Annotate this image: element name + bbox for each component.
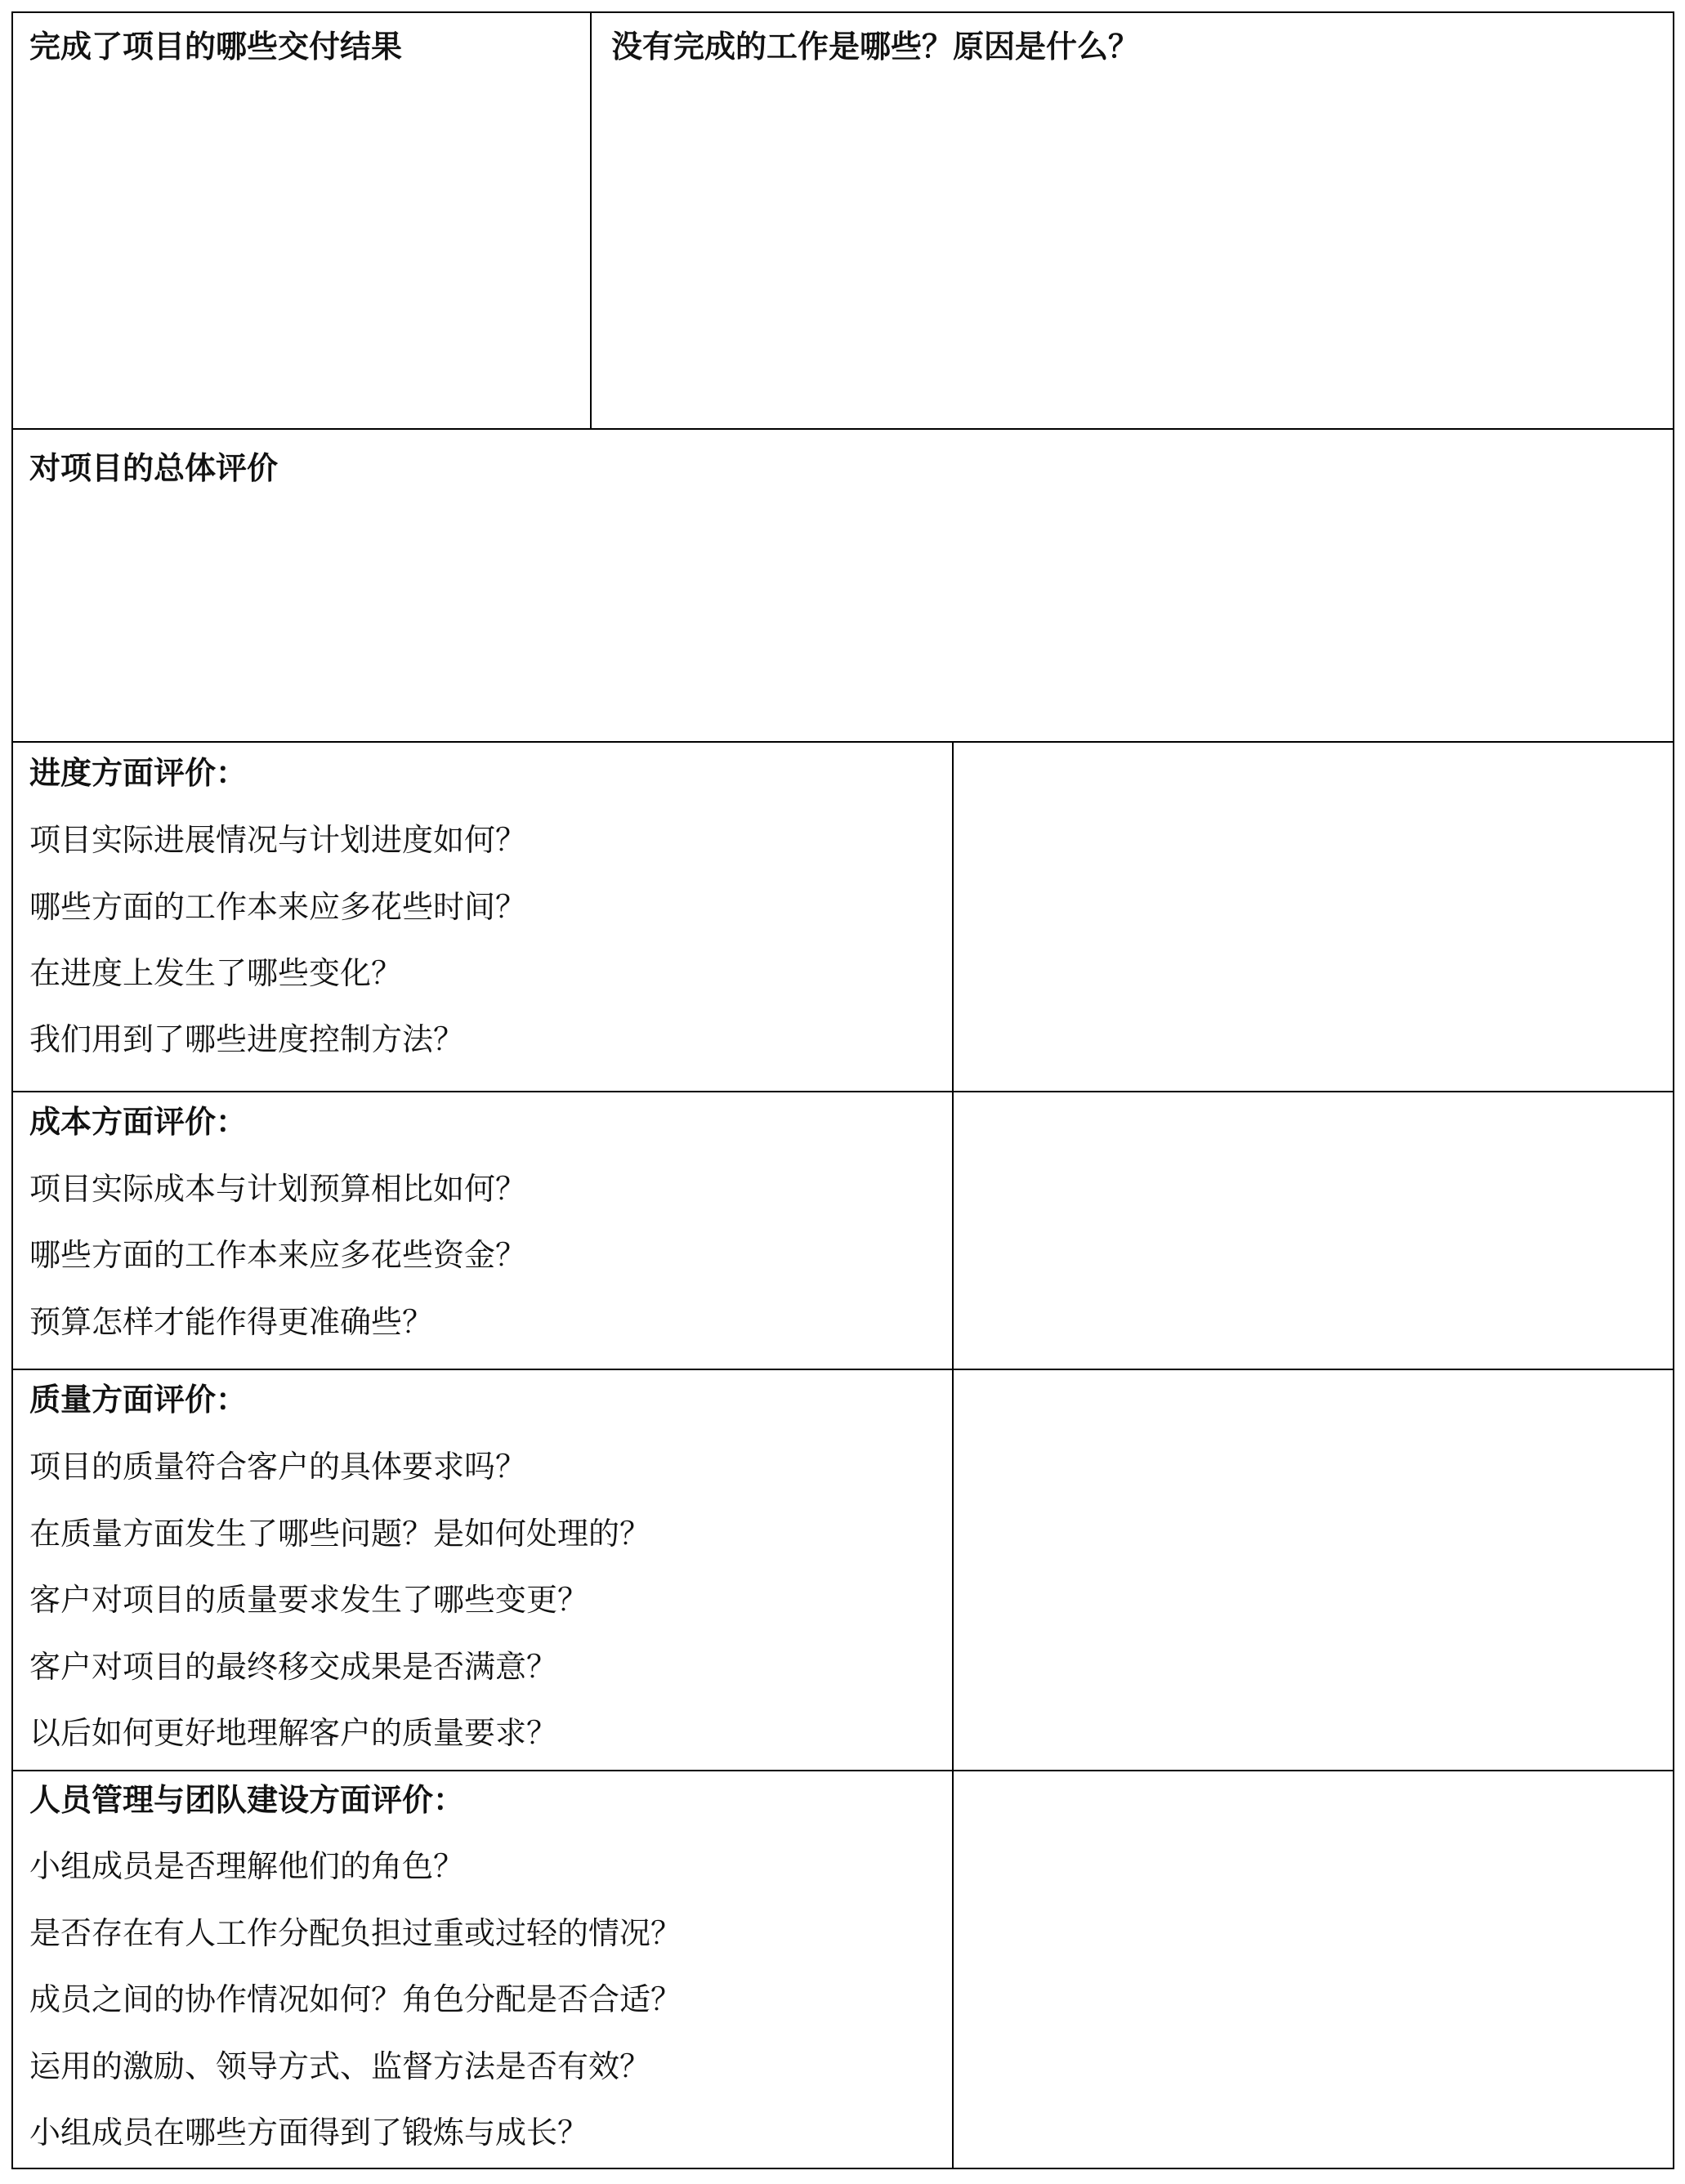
quality-heading: 质量方面评价： bbox=[29, 1382, 248, 1418]
schedule-question: 哪些方面的工作本来应多花些时间？ bbox=[29, 889, 527, 925]
cost-question: 哪些方面的工作本来应多花些资金？ bbox=[29, 1237, 527, 1273]
overall-evaluation-cell[interactable] bbox=[13, 430, 1673, 741]
team-question: 成员之间的协作情况如何？角色分配是否合适？ bbox=[29, 1981, 682, 2017]
schedule-question: 我们用到了哪些进度控制方法？ bbox=[29, 1021, 465, 1057]
quality-question: 项目的质量符合客户的具体要求吗？ bbox=[29, 1449, 527, 1485]
team-questions-cell bbox=[13, 1771, 952, 2168]
schedule-question: 项目实际进展情况与计划进度如何？ bbox=[29, 822, 527, 858]
quality-question: 以后如何更好地理解客户的质量要求？ bbox=[29, 1715, 558, 1751]
team-answer-cell[interactable] bbox=[954, 1771, 1673, 2168]
team-question: 小组成员在哪些方面得到了锻炼与成长？ bbox=[29, 2115, 589, 2151]
unfinished-work-cell[interactable] bbox=[592, 13, 1673, 428]
cost-answer-cell[interactable] bbox=[954, 1092, 1673, 1369]
cost-question: 预算怎样才能作得更准确些？ bbox=[29, 1304, 434, 1340]
team-question: 小组成员是否理解他们的角色？ bbox=[29, 1848, 465, 1884]
schedule-heading: 进度方面评价： bbox=[29, 755, 248, 791]
delivered-results-cell[interactable] bbox=[13, 13, 590, 428]
schedule-questions-cell bbox=[13, 743, 952, 1091]
quality-question: 在质量方面发生了哪些问题？是如何处理的？ bbox=[29, 1516, 651, 1552]
team-question: 运用的激励、领导方式、监督方法是否有效？ bbox=[29, 2048, 651, 2084]
cost-heading: 成本方面评价： bbox=[29, 1104, 248, 1140]
quality-questions-cell bbox=[13, 1370, 952, 1770]
cost-question: 项目实际成本与计划预算相比如何？ bbox=[29, 1171, 527, 1207]
evaluation-form-table bbox=[11, 11, 1674, 2169]
delivered-results-heading: 完成了项目的哪些交付结果 bbox=[29, 29, 403, 65]
overall-evaluation-heading: 对项目的总体评价 bbox=[29, 450, 279, 486]
cost-questions-cell bbox=[13, 1092, 952, 1369]
team-question: 是否存在有人工作分配负担过重或过轻的情况？ bbox=[29, 1915, 682, 1951]
unfinished-work-heading: 没有完成的工作是哪些？原因是什么？ bbox=[611, 29, 1140, 65]
quality-question: 客户对项目的质量要求发生了哪些变更？ bbox=[29, 1582, 589, 1618]
quality-question: 客户对项目的最终移交成果是否满意？ bbox=[29, 1649, 558, 1685]
schedule-answer-cell[interactable] bbox=[954, 743, 1673, 1091]
team-heading: 人员管理与团队建设方面评价： bbox=[29, 1782, 465, 1818]
schedule-question: 在进度上发生了哪些变化？ bbox=[29, 955, 403, 991]
quality-answer-cell[interactable] bbox=[954, 1370, 1673, 1770]
